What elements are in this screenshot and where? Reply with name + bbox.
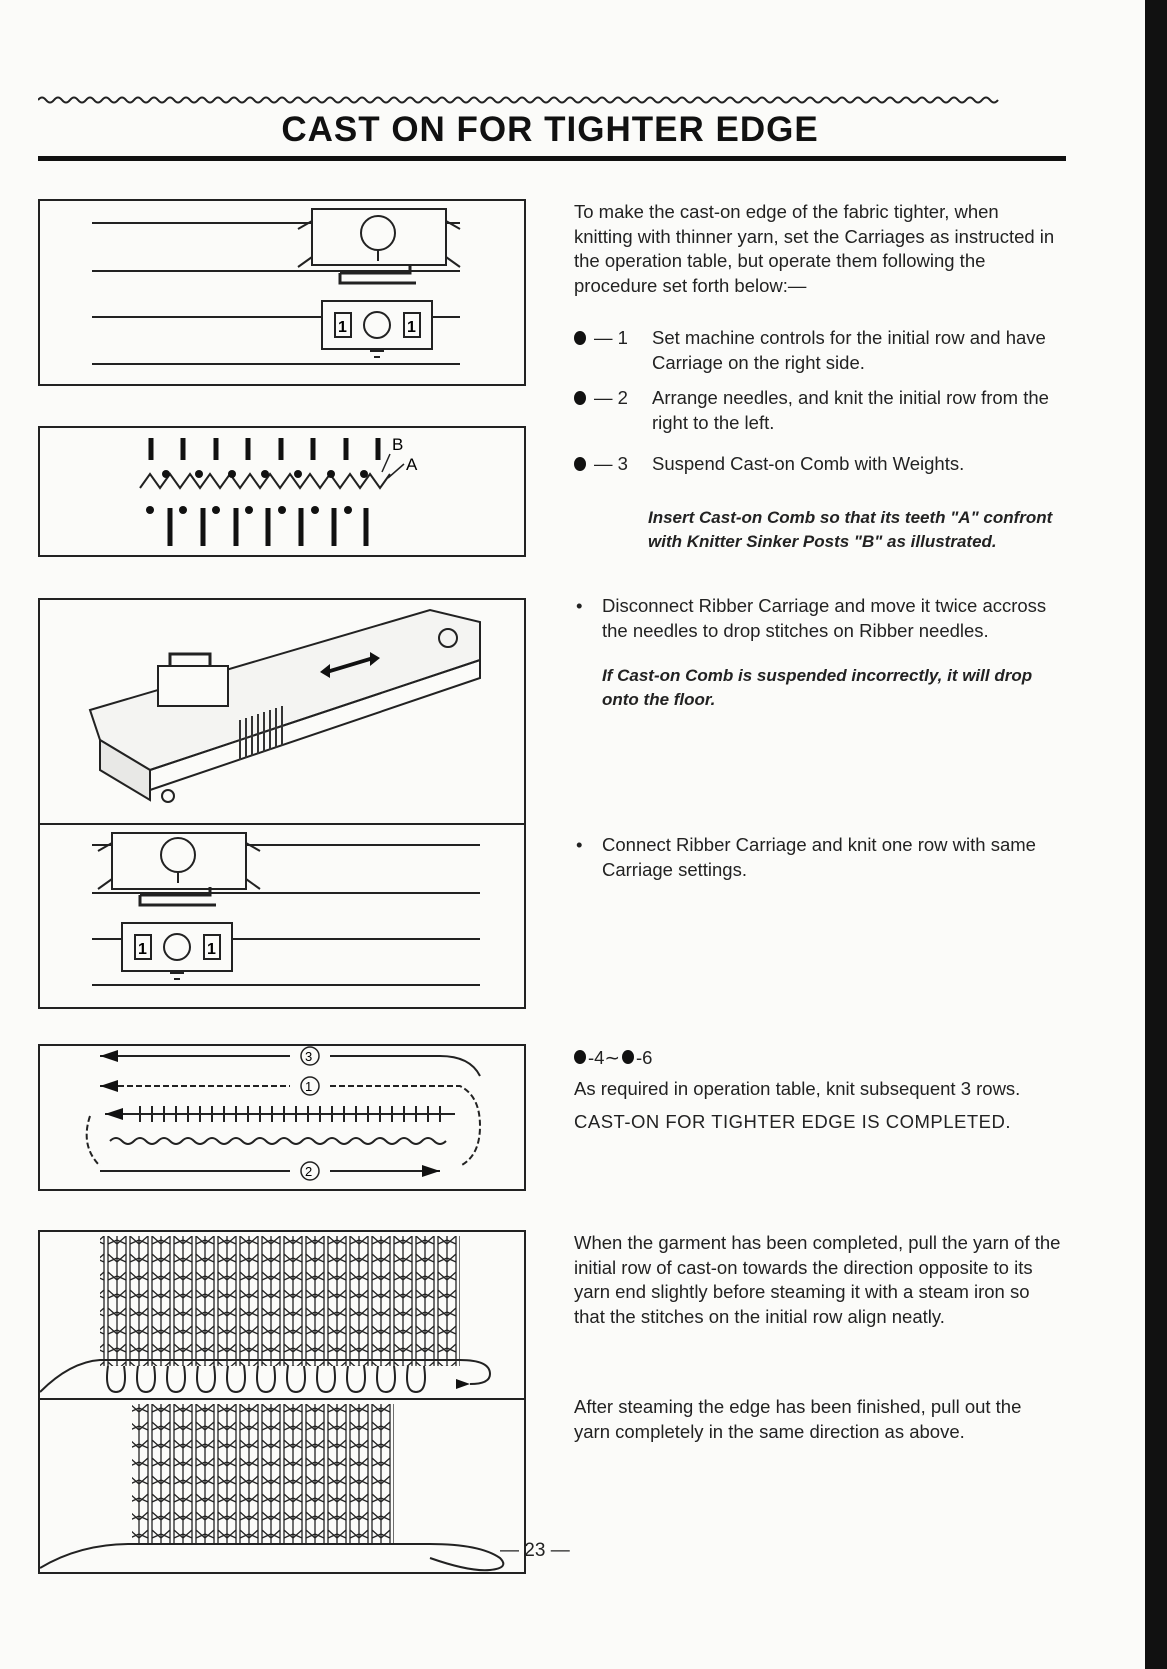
step-1: [574, 326, 1062, 375]
carriage2-number-right: 1: [207, 941, 216, 958]
step-2-text: Arrange needles, and knit the initial row from the right to the left.: [652, 387, 1049, 433]
fabric-diagram-2: [38, 1398, 526, 1574]
carriage-number-left: 1: [338, 319, 347, 336]
step-bullet-icon: [622, 1050, 634, 1064]
step-2-number: — 2: [594, 387, 628, 408]
step-2: [574, 386, 1062, 435]
step-bullet-icon: [574, 331, 586, 345]
disconnect-ribber-text: • Disconnect Ribber Carriage and move it twice accross the needles to drop stitches on Ribber needles.: [602, 594, 1062, 643]
step-3-number: — 3: [594, 453, 628, 474]
step-4-6-label-end: -6: [635, 1047, 653, 1068]
step-4-6-label-start: -4∼: [588, 1047, 620, 1068]
row-label-1: 1: [305, 1079, 313, 1094]
knitting-machine-diagram: [38, 598, 526, 827]
label-b: B: [392, 435, 404, 454]
row-label-2: 2: [305, 1164, 313, 1179]
title-rule: [38, 156, 1066, 161]
step-1-number: — 1: [594, 327, 628, 348]
step-bullet-icon: [574, 457, 586, 471]
step-bullet-icon: [574, 391, 586, 405]
completed-text: CAST-ON FOR TIGHTER EDGE IS COMPLETED.: [574, 1111, 1012, 1132]
step-4-6-text: As required in operation table, knit subsequent 3 rows.: [574, 1078, 1021, 1099]
page-title: CAST ON FOR TIGHTER EDGE: [281, 110, 819, 149]
scan-edge: [1145, 0, 1167, 1669]
decorative-wave-rule: [38, 92, 1066, 106]
step-bullet-icon: [574, 1050, 586, 1064]
carriage-diagram-2: [38, 823, 526, 1009]
step-3-text: Suspend Cast-on Comb with Weights.: [652, 453, 965, 474]
label-a: A: [406, 455, 418, 474]
comb-sinker-diagram: [38, 426, 526, 557]
page-number: — 23 —: [500, 1540, 570, 1561]
step-3: [574, 452, 1062, 477]
comb-note: Insert Cast-on Comb so that its teeth "A" confront with Knitter Sinker Posts "B" as illustrated.: [648, 508, 1053, 551]
step-4-6-label: [574, 1046, 874, 1071]
fabric-diagram-1: [38, 1230, 526, 1402]
connect-ribber-text: • Connect Ribber Carriage and knit one row with same Carriage settings.: [602, 833, 1062, 882]
carriage2-number-left: 1: [138, 941, 147, 958]
step-1-text: Set machine controls for the initial row and have Carriage on the right side.: [652, 327, 1046, 373]
drop-warning-note: If Cast-on Comb is suspended incorrectly, it will drop onto the floor.: [602, 666, 1033, 709]
after-steaming-text: After steaming the edge has been finished, pull out the yarn completely in the same direction as above.: [574, 1396, 1022, 1442]
carriage-diagram-1: [38, 199, 526, 386]
row-label-3: 3: [305, 1049, 313, 1064]
carriage-number-right: 1: [407, 319, 416, 336]
garment-text: When the garment has been completed, pull the yarn of the initial row of cast-on towards the direction opposite to its yarn end slightly before steaming it with a steam iron so that the stitches on the initial row align neatly.: [574, 1232, 1061, 1327]
intro-text: To make the cast-on edge of the fabric tighter, when knitting with thinner yarn, set the Carriages as instructed in the operation table, but operate them following the procedure set forth below:—: [574, 201, 1055, 296]
row-direction-diagram: [38, 1044, 526, 1191]
